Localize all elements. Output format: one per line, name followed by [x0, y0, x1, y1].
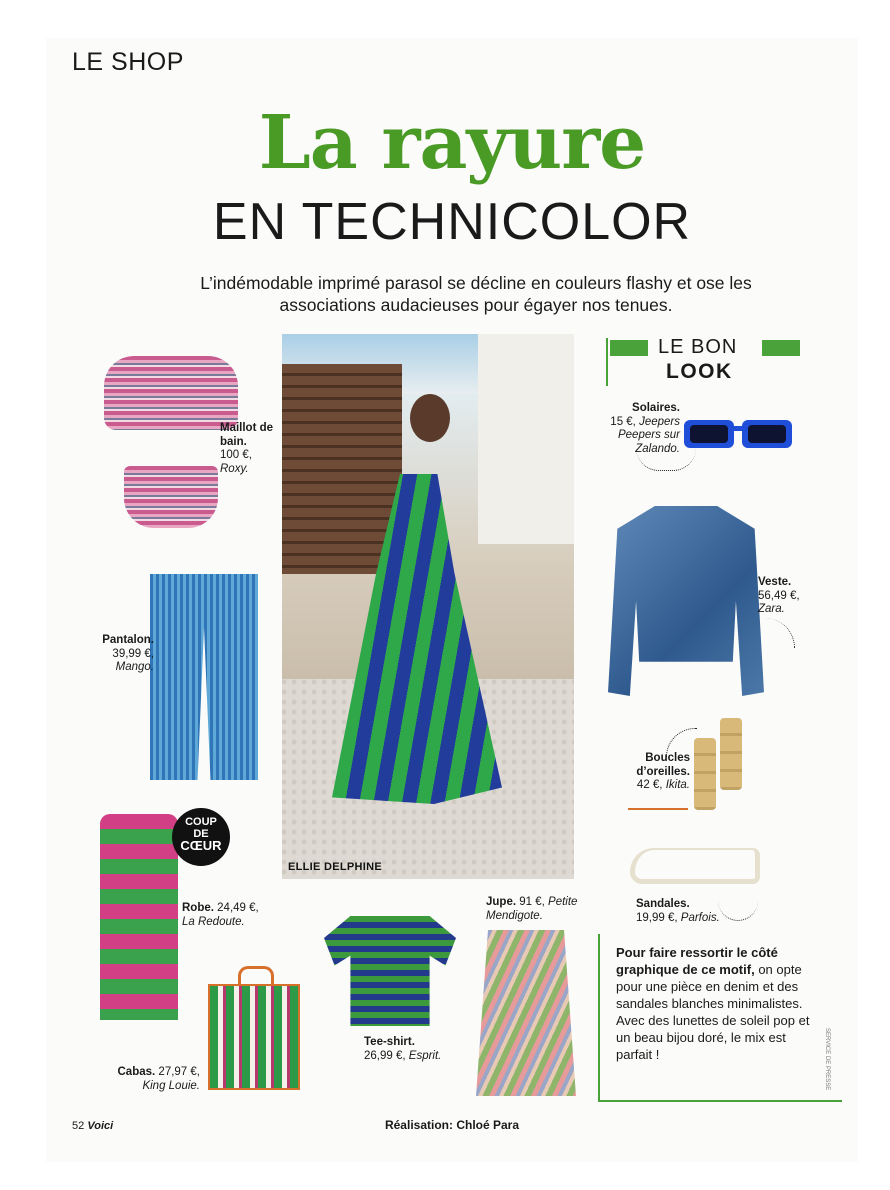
intro-text: L’indémodable imprimé parasol se décline en couleurs flashy et ose les associations audacieuses pour égayer nos tenues.	[200, 273, 752, 315]
solaires-price: 15 €,	[610, 415, 636, 428]
sandales-brand: Parfois.	[680, 911, 720, 924]
page-title: La rayure	[258, 100, 646, 186]
lebon-heading-2: LOOK	[666, 360, 733, 383]
bikini-top-image	[104, 356, 238, 430]
jupe-image	[476, 930, 576, 1096]
boucles-price: 42 €,	[636, 779, 663, 791]
magazine-name: Voici	[87, 1120, 114, 1132]
photo-credit: ELLIE DELPHINE	[288, 861, 383, 873]
page-subtitle: EN TECHNICOLOR	[212, 193, 692, 251]
maillot-brand: Roxy.	[220, 462, 249, 475]
teeshirt-brand: Esprit.	[408, 1049, 442, 1062]
sandales-name: Sandales.	[636, 898, 690, 910]
maillot-name: Maillot de bain.	[220, 422, 274, 448]
boucles-label	[596, 752, 690, 793]
lebon-rule	[606, 338, 608, 386]
veste-name: Veste.	[758, 576, 792, 588]
jupe-price: 91 €,	[519, 896, 545, 908]
robe-label	[182, 902, 282, 929]
cabas-price: 27,97 €,	[158, 1066, 200, 1078]
teeshirt-price: 26,99 €,	[364, 1049, 406, 1062]
boucles-brand: Ikita.	[665, 779, 690, 791]
veste-price: 56,49 €,	[758, 589, 800, 602]
earring-image-left	[694, 738, 716, 810]
earring-image-right	[720, 718, 742, 790]
badge-line2: DE	[193, 828, 209, 840]
coup-de-coeur-badge	[172, 808, 230, 866]
sandal-image	[630, 848, 760, 884]
tip-text	[616, 944, 812, 1063]
jupe-name: Jupe.	[486, 896, 517, 908]
teeshirt-label	[364, 1036, 474, 1063]
dotted-arrow-icon	[636, 448, 696, 471]
badge-line3: CŒUR	[180, 838, 222, 853]
pantalon-name: Pantalon.	[102, 634, 154, 646]
maillot-price: 100 €,	[220, 449, 252, 461]
robe-brand: La Redoute.	[182, 915, 245, 928]
cabas-name: Cabas.	[117, 1066, 156, 1078]
photo-wall	[478, 334, 574, 544]
lebon-heading-1: LE BON	[658, 336, 738, 358]
jupe-label	[486, 896, 596, 923]
section-label: LE SHOP	[72, 48, 184, 76]
cabas-label	[110, 1066, 200, 1093]
sunglasses-image	[682, 414, 798, 452]
sandales-price: 19,99 €,	[636, 911, 678, 924]
page-number: 52	[72, 1120, 85, 1132]
robe-image	[100, 814, 178, 1020]
jupe-brand: Petite Mendigote.	[486, 896, 578, 922]
tip-body: on opte pour une pièce en denim et des sandales blanches minimalistes. Avec des lunettes de soleil pop et un beau bijou doré, le mix est parfait !	[616, 962, 810, 1062]
magazine-page	[46, 38, 858, 1162]
pantalon-price: 39,99 €,	[112, 647, 154, 660]
teeshirt-name: Tee-shirt.	[364, 1036, 415, 1048]
teeshirt-image	[324, 916, 456, 1026]
cabas-image	[208, 984, 300, 1090]
solaires-brand: Jeepers Peepers sur Zalando.	[617, 415, 680, 455]
solaires-name: Solaires.	[632, 402, 680, 414]
tip-lead: Pour faire ressortir le côté graphique de ce motif,	[616, 945, 778, 977]
badge-line1: COUP	[185, 816, 217, 828]
pantalon-label	[76, 634, 154, 675]
photo-model-head	[410, 394, 450, 442]
veste-label	[758, 576, 818, 617]
lebon-bar-right	[762, 340, 800, 356]
dotted-arrow-icon	[760, 618, 795, 648]
dotted-arrow-icon	[666, 728, 697, 757]
veste-brand: Zara.	[758, 603, 785, 615]
bikini-bottom-image	[124, 466, 218, 528]
boucles-name: Boucles d’oreilles.	[636, 752, 690, 778]
boucles-underline	[628, 808, 688, 810]
robe-name: Robe.	[182, 902, 214, 914]
pantalon-brand: Mango.	[115, 661, 154, 673]
cabas-brand: King Louie.	[142, 1079, 200, 1092]
lebon-bar-left	[610, 340, 648, 356]
maillot-label	[220, 422, 290, 476]
footer-credit: Réalisation: Chloé Para	[384, 1118, 520, 1132]
robe-price: 24,49 €,	[217, 902, 259, 914]
veste-image	[608, 506, 764, 696]
pants-image	[150, 574, 258, 780]
side-credit: SERVICE DE PRESSE	[824, 1028, 830, 1091]
hero-photo	[282, 334, 574, 879]
